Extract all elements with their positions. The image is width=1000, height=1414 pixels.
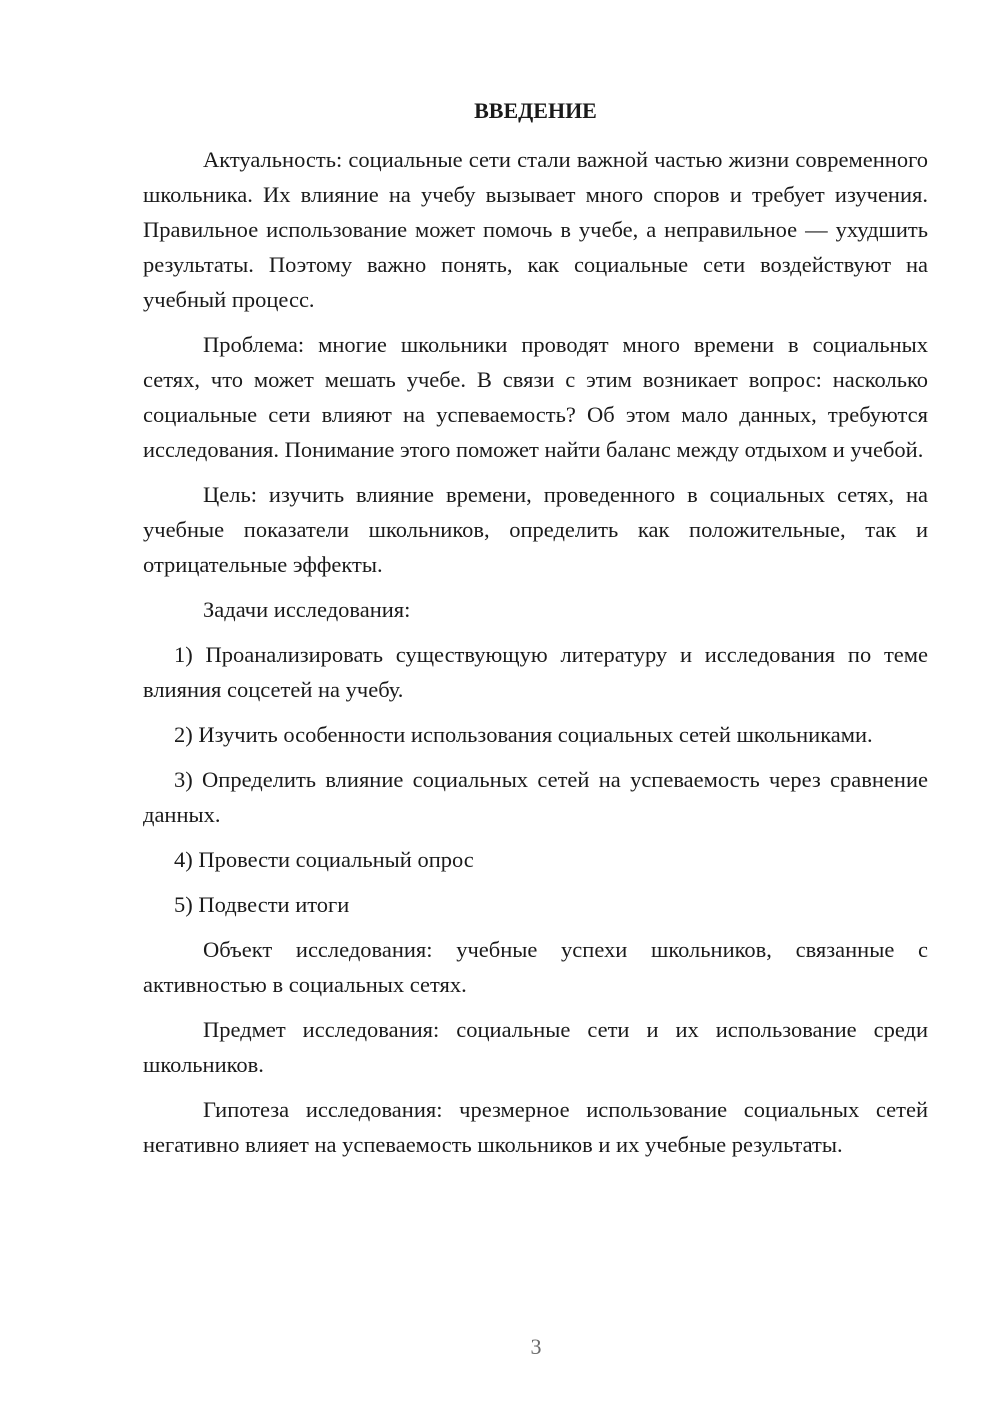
paragraph-goal: Цель: изучить влияние времени, проведенного в социальных сетях, на учебные показатели школьников, определить как положительные, так и отрицательные эффекты. bbox=[143, 482, 928, 577]
page-content bbox=[143, 94, 928, 1172]
paragraph-subject: Предмет исследования: социальные сети и их использование среди школьников. bbox=[143, 1017, 928, 1077]
paragraph-hypothesis: Гипотеза исследования: чрезмерное использование социальных сетей негативно влияет на успеваемость школьников и их учебные результаты. bbox=[143, 1097, 928, 1157]
paragraph-object: Объект исследования: учебные успехи школьников, связанные с активностью в социальных сетях. bbox=[143, 937, 928, 997]
task-item-5: 5) Подвести итоги bbox=[174, 892, 350, 917]
task-item-3: 3) Определить влияние социальных сетей на успеваемость через сравнение данных. bbox=[143, 767, 928, 827]
paragraph-problem: Проблема: многие школьники проводят много времени в социальных сетях, что может мешать учебе. В связи с этим возникает вопрос: насколько социальные сети влияют на успеваемость? Об этом мало данных, требуются исследования. Понимание этого поможет найти баланс между отдыхом и учебой. bbox=[143, 332, 928, 462]
page-number: 3 bbox=[530, 1334, 542, 1359]
tasks-heading: Задачи исследования: bbox=[203, 597, 411, 622]
task-item-4: 4) Провести социальный опрос bbox=[174, 847, 474, 872]
paragraph-relevance: Актуальность: социальные сети стали важной частью жизни современного школьника. Их влияние на учебу вызывает много споров и требует изучения. Правильное использование может помочь в учебе, а неправильное — ухудшить результаты. Поэтому важно понять, как социальные сети воздействуют на учебный процесс. bbox=[143, 147, 928, 312]
task-item-2: 2) Изучить особенности использования социальных сетей школьниками. bbox=[174, 722, 873, 747]
task-item-1: 1) Проанализировать существующую литературу и исследования по теме влияния соцсетей на учебу. bbox=[143, 642, 928, 702]
page-title: ВВЕДЕНИЕ bbox=[474, 98, 597, 123]
